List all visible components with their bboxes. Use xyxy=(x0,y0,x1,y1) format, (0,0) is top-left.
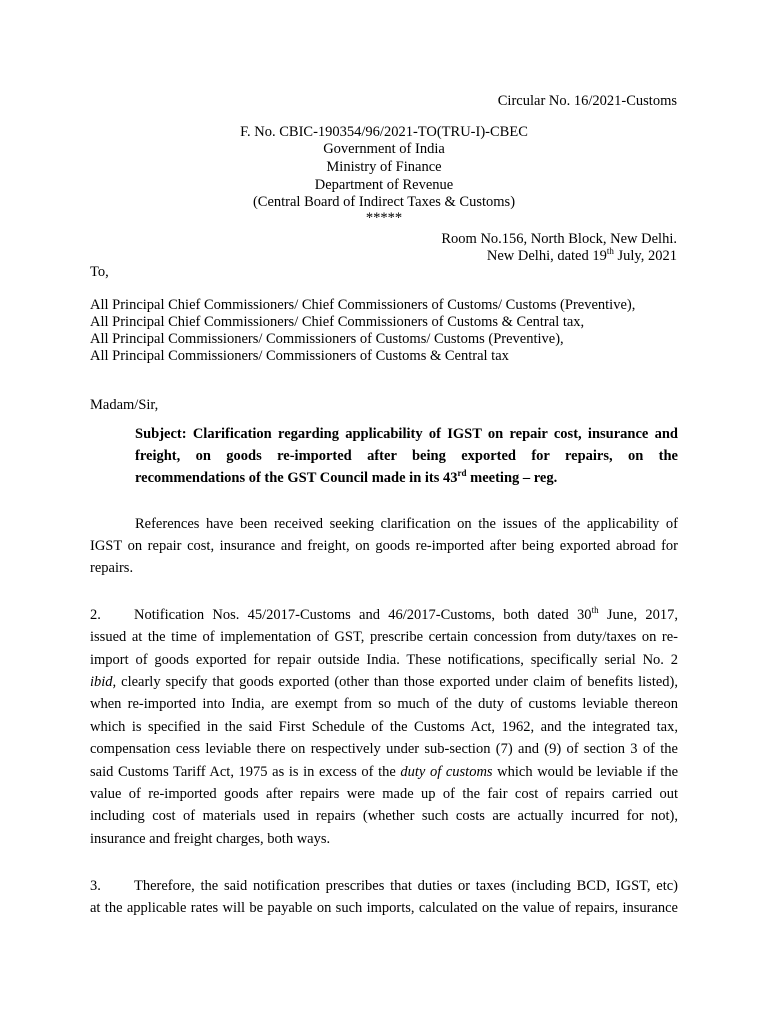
paragraph-line: value of re-imported goods after repairs were made up of the fair cost of repairs carried out xyxy=(90,786,678,802)
office-address: Room No.156, North Block, New Delhi. xyxy=(441,231,677,247)
paragraph-line: said Customs Tariff Act, 1975 as is in excess of the duty of customs which would be leviable if the xyxy=(90,764,679,780)
paragraph-number: 3. xyxy=(90,878,101,894)
to-label: To, xyxy=(90,264,109,280)
paragraph-line: insurance and freight charges, both ways. xyxy=(90,831,331,847)
addressee-line: All Principal Chief Commissioners/ Chief Commissioners of Customs/ Customs (Preventive), xyxy=(90,297,636,313)
circular-number: Circular No. 16/2021-Customs xyxy=(497,93,677,109)
file-number: F. No. CBIC-190354/96/2021-TO(TRU-I)-CBEC xyxy=(240,124,528,140)
paragraph-line: at the applicable rates will be payable on such imports, calculated on the value of repairs, insurance xyxy=(90,900,678,916)
paragraph-line: repairs. xyxy=(90,560,134,576)
paragraph-line: which is specified in the said First Schedule of the Customs Act, 1962, and the integrated tax, xyxy=(90,719,678,735)
paragraph-line: when re-imported into India, are exempt from so much of the duty of customs leviable thereon xyxy=(90,696,678,712)
paragraph-line: 2. Notification Nos. 45/2017-Customs and 46/2017-Customs, both dated 30th June, 2017, xyxy=(90,604,678,626)
paragraph-line: import of goods exported for repair outside India. These notifications, specifically serial No. 2 xyxy=(90,652,678,668)
government-name: Government of India xyxy=(323,141,445,157)
paragraph-line: IGST on repair cost, insurance and freight, on goods re-imported after being exported abroad for xyxy=(90,538,678,554)
issue-date: New Delhi, dated 19th July, 2021 xyxy=(486,246,677,264)
ministry-name: Ministry of Finance xyxy=(326,159,442,175)
subject-line: Subject: Clarification regarding applicability of IGST on repair cost, insurance and xyxy=(135,426,678,442)
paragraph-line: issued at the time of implementation of GST, prescribe certain concession from duty/taxes on re- xyxy=(90,629,678,645)
paragraph-line: including cost of materials used in repairs (whether such costs are actually incurred for not), xyxy=(90,808,678,824)
board-name: (Central Board of Indirect Taxes & Customs) xyxy=(252,194,516,210)
addressee-line: All Principal Chief Commissioners/ Chief Commissioners of Customs & Central tax, xyxy=(90,314,585,330)
paragraph-number: 2. xyxy=(90,607,101,623)
subject-line: freight, on goods re-imported after being exported for repairs, on the xyxy=(135,448,678,464)
paragraph-line: compensation cess leviable there on respectively under sub-section (7) and (9) of section 3 of the xyxy=(90,741,678,757)
addressee-line: All Principal Commissioners/ Commissioners of Customs/ Customs (Preventive), xyxy=(90,331,564,347)
separator-stars: ***** xyxy=(365,210,403,226)
paragraph-line: References have been received seeking clarification on the issues of the applicability of xyxy=(135,516,678,532)
subject-line: recommendations of the GST Council made in its 43rd meeting – reg. xyxy=(135,468,558,486)
salutation: Madam/Sir, xyxy=(90,397,159,413)
paragraph-line: 3. Therefore, the said notification prescribes that duties or taxes (including BCD, IGST, etc) xyxy=(90,875,678,897)
paragraph-line: ibid, clearly specify that goods exported (other than those exported under claim of benefits listed), xyxy=(90,674,678,690)
department-name: Department of Revenue xyxy=(314,177,454,193)
addressee-line: All Principal Commissioners/ Commissioners of Customs & Central tax xyxy=(90,348,509,364)
